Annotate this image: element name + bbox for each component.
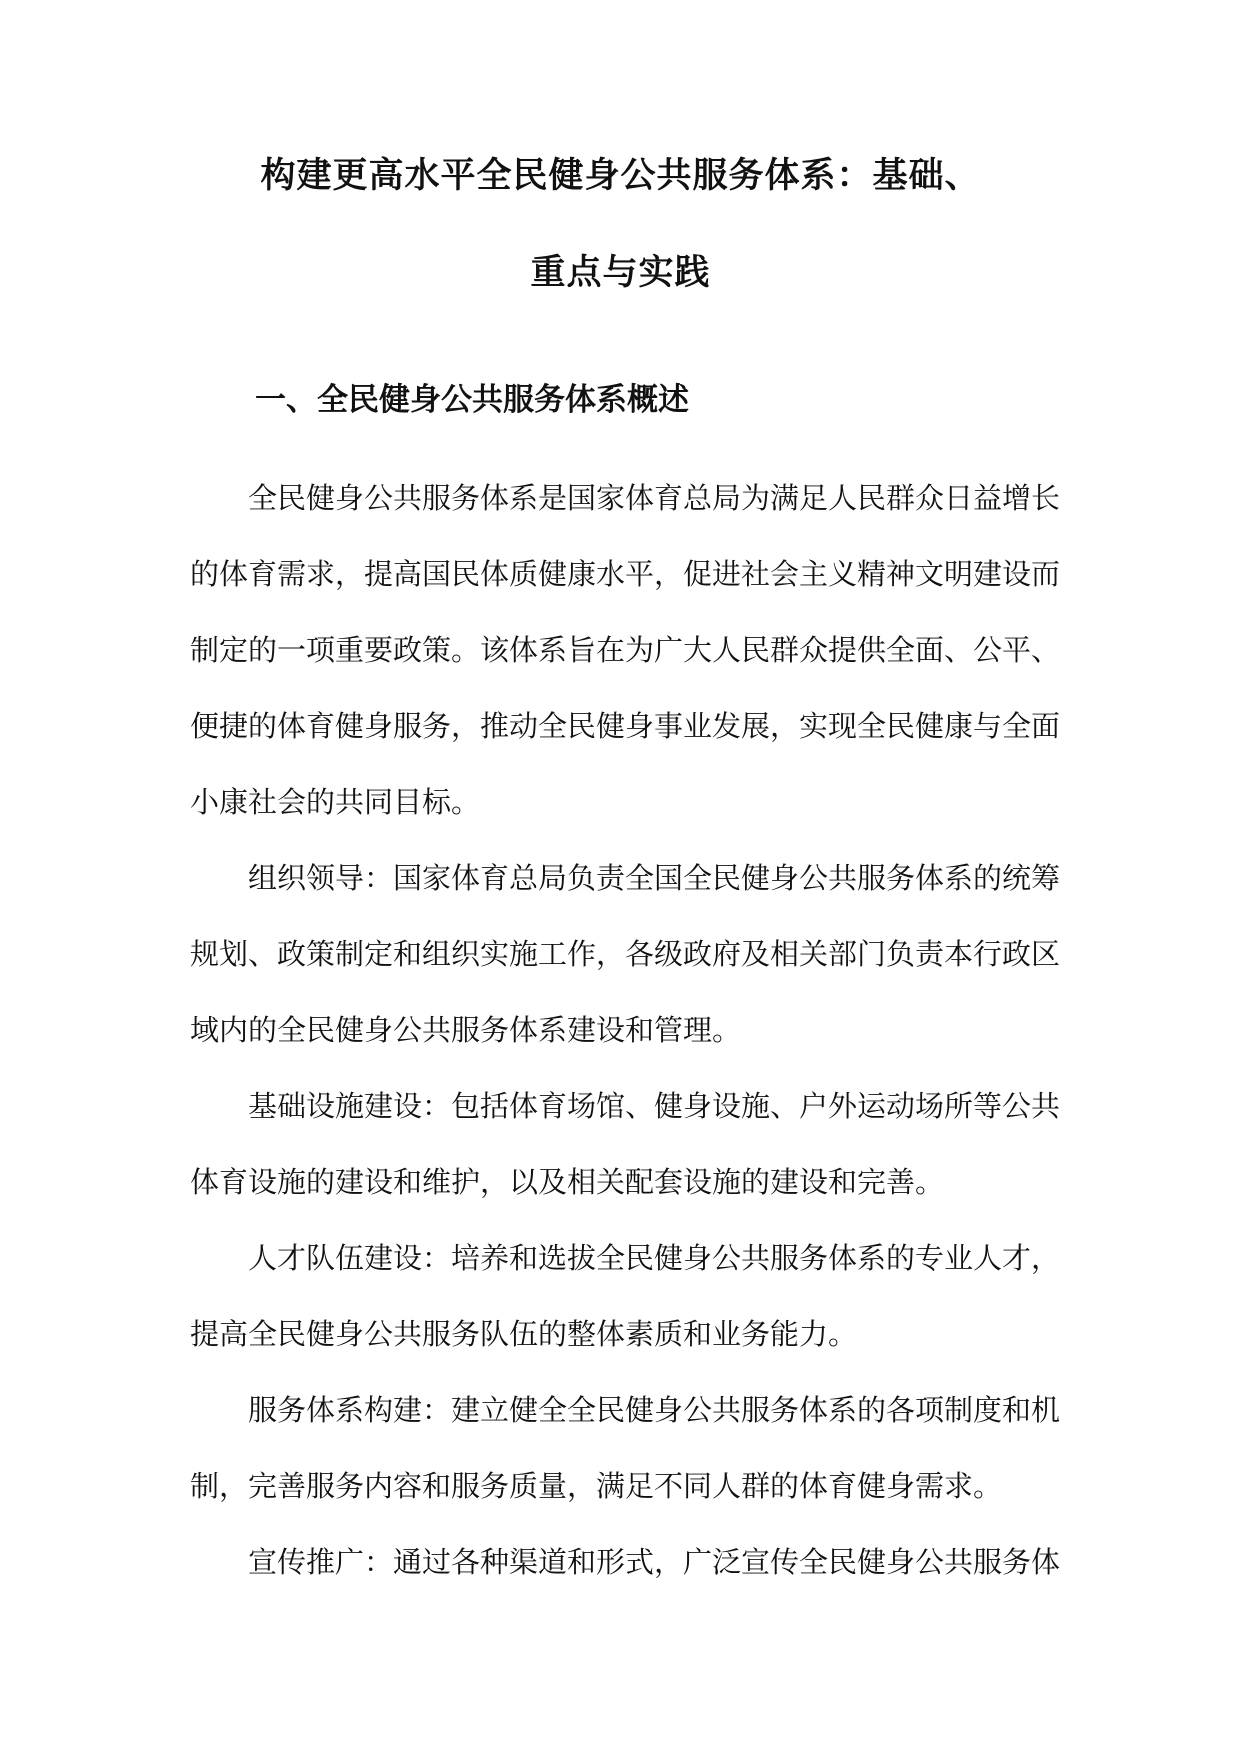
paragraph-organization: 组织领导：国家体育总局负责全国全民健身公共服务体系的统筹规划、政策制定和组织实施工作，各级政府及相关部门负责本行政区域内的全民健身公共服务体系建设和管理。 xyxy=(190,861,1061,1047)
paragraph-infrastructure: 基础设施建设：包括体育场馆、健身设施、户外运动场所等公共体育设施的建设和维护，以及相关配套设施的建设和完善。 xyxy=(190,1089,1061,1199)
document-title-line-1: 构建更高水平全民健身公共服务体系：基础、 xyxy=(260,156,981,196)
paragraph-service-system: 服务体系构建：建立健全全民健身公共服务体系的各项制度和机制，完善服务内容和服务质量，满足不同人群的体育健身需求。 xyxy=(190,1393,1061,1503)
paragraph-talent: 人才队伍建设：培养和选拔全民健身公共服务体系的专业人才，提高全民健身公共服务队伍的整体素质和业务能力。 xyxy=(190,1241,1061,1351)
document-body xyxy=(190,460,1060,1600)
paragraph-publicity: 宣传推广：通过各种渠道和形式，广泛宣传全民健身公共服务体 xyxy=(248,1545,1061,1579)
paragraph-overview: 全民健身公共服务体系是国家体育总局为满足人民群众日益增长的体育需求，提高国民体质健康水平，促进社会主义精神文明建设而制定的一项重要政策。该体系旨在为广大人民群众提供全面、公平、便捷的体育健身服务，推动全民健身事业发展，实现全民健康与全面小康社会的共同目标。 xyxy=(190,481,1061,819)
document-title-line-2: 重点与实践 xyxy=(530,253,711,293)
section-heading: 一、全民健身公共服务体系概述 xyxy=(255,382,689,418)
